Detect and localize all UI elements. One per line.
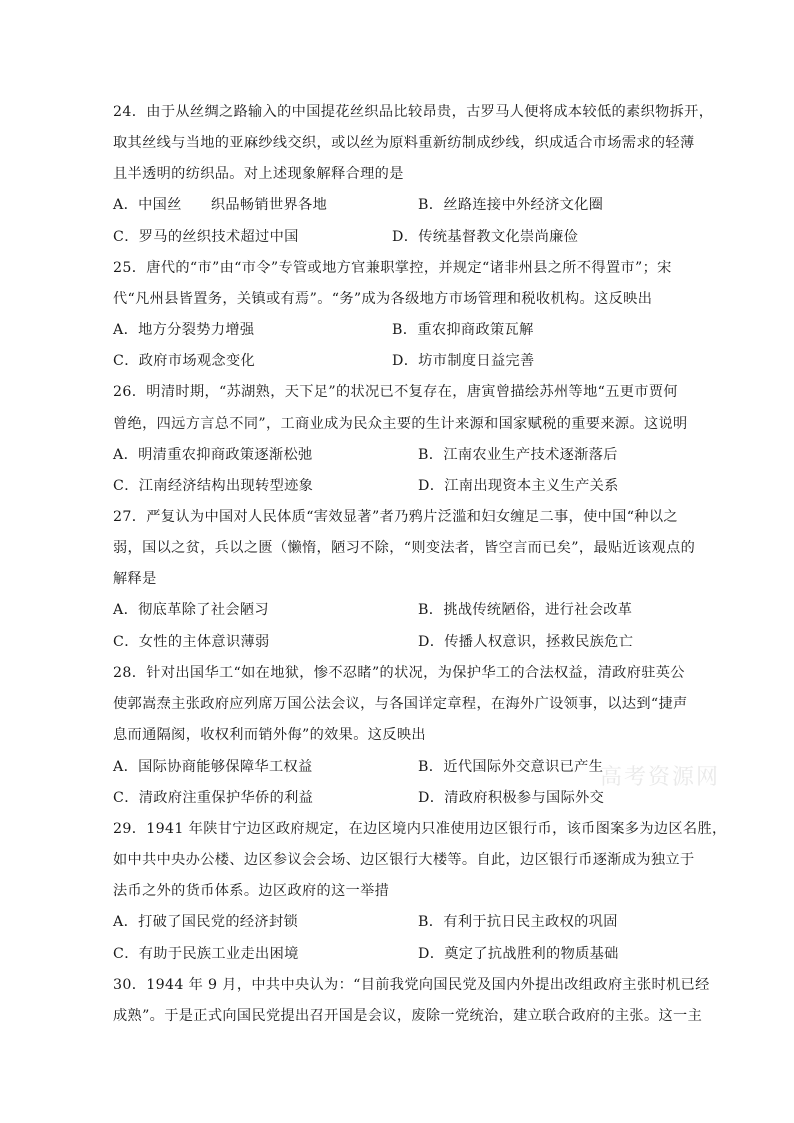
q25-option-d: D．坊市制度日益完善 — [392, 353, 535, 369]
q24-stem-line-1: 24．由于从丝绸之路输入的中国提花丝织品比较昂贵，古罗马人便将成本较低的素织物拆开， — [113, 104, 714, 120]
q28-option-a: A．国际协商能够保障华工权益 — [113, 759, 313, 775]
q24-stem-line-2: 取其丝线与当地的亚麻纱线交织，或以丝为原料重新纺制成纱线，织成适合市场需求的轻薄 — [113, 135, 695, 151]
q24-stem-line-3: 且半透明的纺织品。对上述现象解释合理的是 — [113, 166, 404, 182]
q28-stem-line-2: 使郭嵩焘主张政府应列席万国公法会议，与各国详定章程，在海外广设领事，以达到“捷声 — [113, 696, 688, 712]
q29-option-c: C．有助于民族工业走出困境 — [113, 946, 299, 962]
q27-stem-line-1: 27．严复认为中国对人民体质“害效显著”者乃鸦片泛滥和妇女缠足二事，使中国“种以之 — [113, 509, 678, 525]
q29-stem-line-1: 29．1941 年陕甘宁边区政府规定，在边区境内只准使用边区银行币，该币图案多为边区名胜， — [113, 821, 727, 837]
q25-option-a: A．地方分裂势力增强 — [113, 322, 255, 338]
q26-stem-line-1: 26．明清时期，“苏湖熟，天下足”的状况已不复存在，唐寅曾描绘苏州等地“五更市贾何 — [113, 384, 678, 400]
q26-option-d: D．江南出现资本主义生产关系 — [418, 478, 619, 494]
q24-option-a: A．中国丝 织品畅销世界各地 — [113, 197, 328, 213]
q27-option-a: A．彻底革除了社会陋习 — [113, 602, 269, 618]
q27-stem-line-2: 弱，国以之贫，兵以之匮（懒惰，陋习不除，“则变法者，皆空言而已矣”，最贴近该观点的 — [113, 540, 696, 556]
q25-stem-line-1: 25．唐代的“市”由“市令”专管或地方官兼职掌控，并规定“诸非州县之所不得置市”；宋 — [113, 260, 672, 276]
q24-option-b: B．丝路连接中外经济文化圈 — [418, 197, 604, 213]
q29-stem-line-3: 法币之外的货币体系。边区政府的这一举措 — [113, 883, 390, 899]
q30-stem-line-1: 30．1944 年 9 月，中共中央认为：“目前我党向国民党及国内外提出改组政府主张时机已经 — [113, 977, 710, 993]
q26-stem-line-2: 曾绝，四远方言总不同”，工商业成为民众主要的生计来源和国家赋税的重要来源。这说明 — [113, 416, 688, 432]
q27-stem-line-3: 解释是 — [113, 571, 157, 587]
q24-option-c: C．罗马的丝织技术超过中国 — [113, 229, 299, 245]
q25-stem-line-2: 代“凡州县皆置务，关镇或有焉”。“务”成为各级地方市场管理和税收机构。这反映出 — [113, 291, 653, 307]
q26-option-a: A．明清重农抑商政策逐渐松弛 — [113, 447, 313, 463]
watermark: 高考资源网 — [600, 765, 721, 790]
q29-stem-line-2: 如中共中央办公楼、边区参议会会场、边区银行大楼等。自此，边区银行币逐渐成为独立于 — [113, 852, 695, 868]
q29-option-b: B．有利于抗日民主政权的巩固 — [418, 914, 618, 930]
q27-option-c: C．女性的主体意识薄弱 — [113, 634, 270, 650]
q28-option-c: C．清政府注重保护华侨的利益 — [113, 790, 314, 806]
q27-option-d: D．传播人权意识，拯救民族危亡 — [418, 634, 634, 650]
q30-stem-line-2: 成熟”。于是正式向国民党提出召开国是会议，废除一党统治，建立联合政府的主张。这一主 — [113, 1008, 703, 1024]
q26-option-b: B．江南农业生产技术逐渐落后 — [418, 447, 618, 463]
q29-option-d: D．奠定了抗战胜利的物质基础 — [418, 946, 619, 962]
q24-option-d: D．传统基督教文化崇尚廉俭 — [392, 229, 579, 245]
q29-option-a: A．打破了国民党的经济封锁 — [113, 914, 299, 930]
q27-option-b: B．挑战传统陋俗，进行社会改革 — [418, 602, 633, 618]
q26-option-c: C．江南经济结构出现转型迹象 — [113, 478, 314, 494]
q28-option-b: B．近代国际外交意识已产生 — [418, 759, 604, 775]
q28-stem-line-1: 28．针对出国华工“如在地狱，惨不忍睹”的状况，为保护华工的合法权益，清政府驻英公 — [113, 665, 685, 681]
q25-option-b: B．重农抑商政策瓦解 — [392, 322, 534, 338]
q28-stem-line-3: 息而通隔阂，收权利而销外侮”的效果。这反映出 — [113, 727, 426, 743]
q25-option-c: C．政府市场观念变化 — [113, 353, 256, 369]
q28-option-d: D．清政府积极参与国际外交 — [418, 790, 605, 806]
